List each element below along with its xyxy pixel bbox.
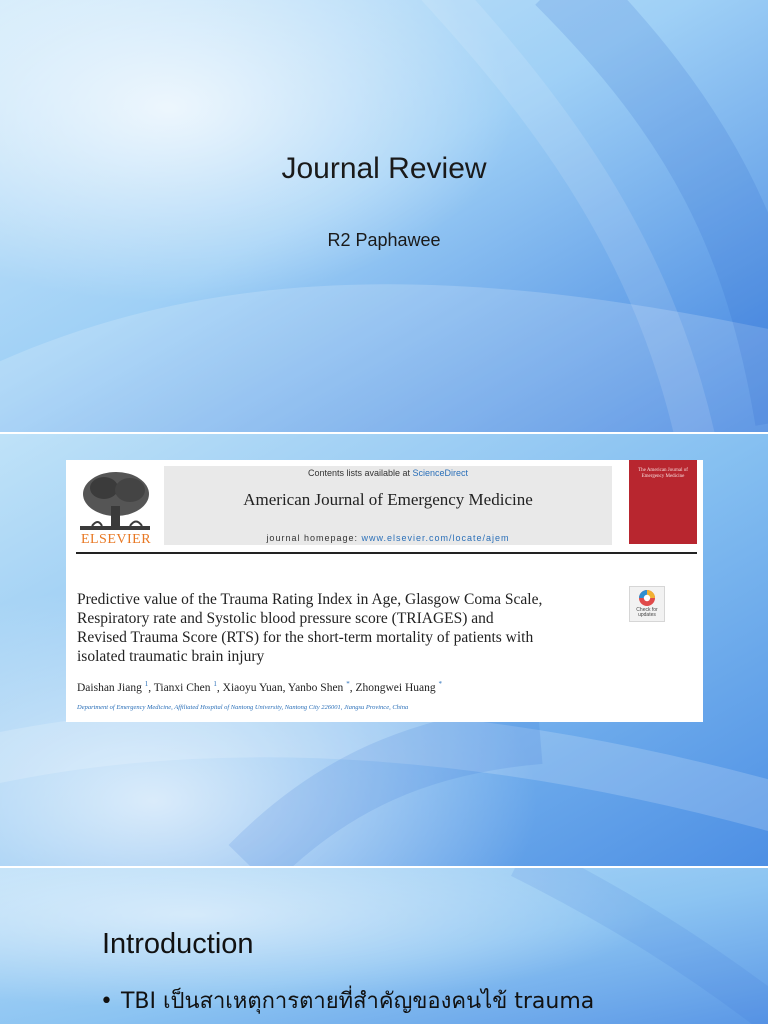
slide-background (0, 0, 768, 432)
journal-name: American Journal of Emergency Medicine (243, 490, 533, 509)
publisher-name: ELSEVIER (80, 532, 152, 547)
author-mark: 1 (144, 680, 149, 688)
check-for-updates-label: Check for updates (636, 607, 658, 618)
bullet-item (100, 983, 594, 1018)
homepage-link[interactable]: www.elsevier.com/locate/ajem (361, 533, 510, 543)
author-mark: * (346, 680, 350, 688)
header-divider (76, 552, 697, 554)
slide-introduction[interactable] (0, 868, 768, 1024)
author-name: Tianxi Chen (153, 681, 211, 694)
homepage-prefix: journal homepage: (266, 533, 362, 543)
bullet-text: TBI เป็นสาเหตุการตายที่สำคัญของคนไข้ trauma (120, 989, 595, 1014)
slide-title-text: Journal Review (281, 152, 487, 185)
slide-title[interactable] (0, 0, 768, 432)
author-affiliation: Department of Emergency Medicine, Affiliated Hospital of Nantong University, Nantong City 226001, Jiangsu Province, China (77, 704, 409, 711)
author-mark: 1 (213, 680, 217, 688)
check-for-updates-badge[interactable] (629, 586, 665, 622)
author-separator: , (282, 681, 288, 694)
journal-article-image (66, 460, 703, 722)
author-list (77, 680, 597, 694)
author-separator: , (148, 681, 154, 694)
contents-line (164, 468, 612, 478)
journal-header-band (164, 466, 612, 545)
author-name: Xiaoyu Yuan (222, 681, 283, 694)
author-separator: , (216, 681, 223, 694)
homepage-line (164, 533, 612, 543)
author-name: Daishan Jiang (77, 681, 142, 694)
slide-heading: Introduction (102, 928, 254, 960)
slide-journal-header[interactable] (0, 434, 768, 866)
author-name: Yanbo Shen (287, 681, 344, 694)
sciencedirect-link[interactable]: ScienceDirect (412, 468, 469, 478)
cover-text: The American Journal of Emergency Medicine (638, 468, 688, 479)
article-title (77, 590, 617, 666)
slide-subtitle-text: R2 Paphawee (327, 230, 441, 250)
author-name: Zhongwei Huang (355, 681, 436, 694)
article-title-line: isolated traumatic brain injury (77, 648, 265, 665)
article-title-line: Respiratory rate and Systolic blood pressure score (TRIAGES) and (77, 610, 494, 627)
bullet-dot-icon: • (100, 989, 113, 1014)
journal-cover-thumbnail (629, 460, 697, 544)
contents-prefix: Contents lists available at (307, 468, 413, 478)
article-title-line: Predictive value of the Trauma Rating Index in Age, Glasgow Coma Scale, (77, 591, 543, 608)
article-title-line: Revised Trauma Score (RTS) for the short-term mortality of patients with (77, 629, 534, 646)
check-for-updates-icon (630, 587, 664, 609)
author-mark: * (438, 680, 442, 688)
author-separator: , (349, 681, 356, 694)
